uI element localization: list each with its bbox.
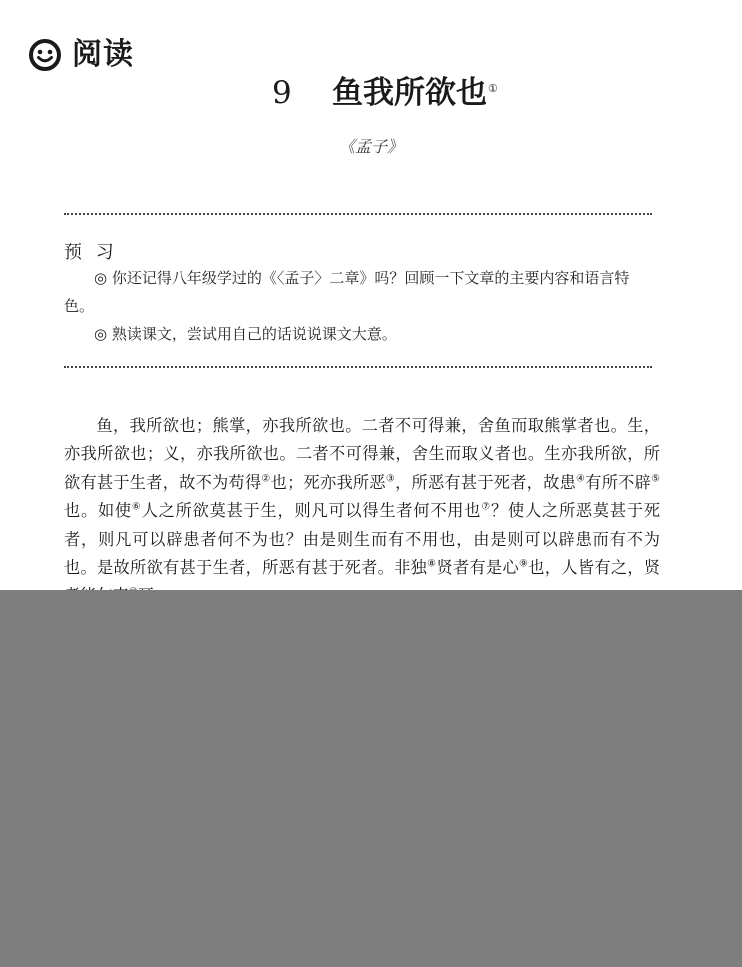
footnote-mark: ⑧ <box>427 558 437 570</box>
text-segment: 人之所欲莫甚于生，则凡可以得生者何不用也 <box>141 501 482 521</box>
author-source: 《孟子》 <box>338 137 403 156</box>
text-segment: 贤者有是心 <box>436 558 519 578</box>
footnote-mark: ⑤ <box>651 473 661 485</box>
text-segment: 也；死亦我所恶 <box>270 472 386 492</box>
text-segment: 鱼，我所欲也；熊掌，亦我所欲也。二者不可得兼，舍鱼而取熊掌者也。生，亦我所欲也；义，亦我所欲也。二者不可得兼，舍生而取义者也。生亦我所欲，所欲有甚于生者，故不为苟得 <box>64 416 660 492</box>
text-segment: ，所恶有甚于死者，故患 <box>395 472 577 492</box>
text-segment: ？使人之所恶莫甚于死者，则凡可以辟患者何不为也？由是则生而有不用也，由是则可以辟患而有不为也。是故所欲有甚于生者，所恶有甚于死者。非独 <box>64 501 661 578</box>
preview-heading: 预 习 <box>64 242 118 263</box>
lesson-title <box>272 75 498 111</box>
text-segment: 也。如使 <box>64 501 132 521</box>
lesson-footnote-mark: ① <box>488 81 498 95</box>
footnote-mark: ② <box>261 473 271 485</box>
footnote-mark: ⑦ <box>481 501 492 513</box>
section-label: 阅读 <box>72 37 134 72</box>
dotted-divider-top <box>64 213 652 215</box>
lesson-name: 鱼我所欲也 <box>332 75 487 111</box>
preview-item: ◎ 熟读课文，尝试用自己的话说说课文大意。 <box>94 325 397 343</box>
main-text-paragraph <box>64 412 660 611</box>
section-header <box>28 38 134 72</box>
preview-item: ◎ 你还记得八年级学过的《〈孟子〉二章》吗？回顾一下文章的主要内容和语言特色。 <box>64 269 630 315</box>
footnote-mark: ④ <box>576 473 586 485</box>
text-segment: 有所不辟 <box>585 472 652 492</box>
footnote-mark: ③ <box>385 473 396 485</box>
preview-section <box>64 264 654 348</box>
text-segment: 也，人皆有之，贤 <box>528 558 661 578</box>
gray-cover-block <box>0 590 742 967</box>
lesson-number: 9 <box>272 75 292 111</box>
footnote-mark: ⑥ <box>131 501 142 513</box>
smiley-icon <box>28 38 62 72</box>
footnote-mark: ⑨ <box>519 558 529 570</box>
dotted-divider-bottom <box>64 366 652 368</box>
